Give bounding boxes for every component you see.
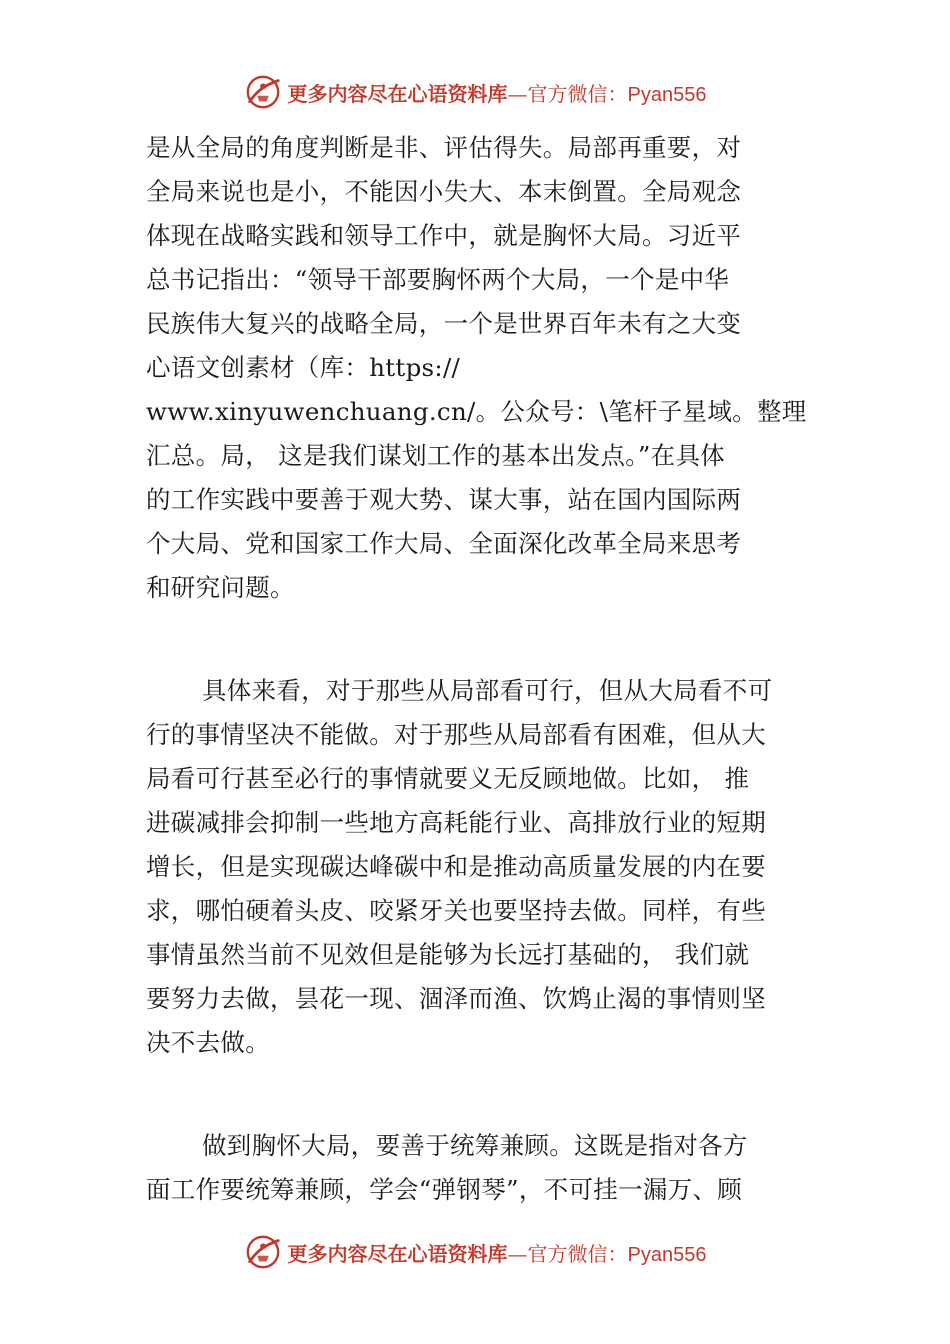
banner-text [288,1238,707,1267]
paragraph-gap [146,610,826,669]
text-line: 要努力去做，昙花一现、涸泽而渔、饮鸩止渴的事情则坚 [146,984,766,1013]
header-banner [0,72,950,112]
logo-icon [244,1233,282,1271]
text-line: 个大局、党和国家工作大局、全面深化改革全局来思考 [146,529,742,558]
paragraph-gap [146,1065,826,1124]
text-line: 进碳减排会抑制一些地方高耗能行业、高排放行业的短期 [146,808,766,837]
text-line: 具体来看，对于那些从局部看可行，但从大局看不可 [202,676,773,705]
text-line: 和研究问题。 [146,573,295,602]
text-line: 求，哪怕硬着头皮、咬紧牙关也要坚持去做。同样，有些 [146,896,766,925]
text-line: 局看可行甚至必行的事情就要义无反顾地做。比如， 推 [146,764,750,793]
paragraph-2 [146,669,826,1065]
text-line: 汇总。局， 这是我们谋划工作的基本出发点。”在具体 [146,441,726,470]
banner-dash: — [507,81,528,106]
document-body [146,126,826,1212]
banner-text [288,78,707,107]
text-line: 心语文创素材（库：https:// [146,353,461,382]
logo-icon [244,73,282,111]
footer-banner [0,1232,950,1272]
text-line: 做到胸怀大局，要善于统筹兼顾。这既是指对各方 [202,1131,748,1160]
text-line: 民族伟大复兴的战略全局，一个是世界百年未有之大变 [146,309,742,338]
banner-main-text: 更多内容尽在心语资料库 [287,81,508,106]
text-line: 面工作要统筹兼顾，学会“弹钢琴”，不可挂一漏万、顾 [146,1175,743,1204]
paragraph-1 [146,126,826,610]
banner-handle: Pyan556 [627,1243,707,1266]
text-line: 事情虽然当前不见效但是能够为长远打基础的， 我们就 [146,940,750,969]
banner-wechat-label: 官方微信： [527,81,628,106]
text-line: 增长，但是实现碳达峰碳中和是推动高质量发展的内在要 [146,852,766,881]
paragraph-3 [146,1124,826,1212]
text-line: 决不去做。 [146,1028,270,1057]
banner-handle: Pyan556 [627,83,707,106]
text-line: 的工作实践中要善于观大势、谋大事，站在国内国际两 [146,485,742,514]
banner-wechat-label: 官方微信： [527,1241,628,1266]
banner-main-text: 更多内容尽在心语资料库 [287,1241,508,1266]
text-line: 全局来说也是小，不能因小失大、本末倒置。全局观念 [146,177,742,206]
text-line: 是从全局的角度判断是非、评估得失。局部再重要，对 [146,133,742,162]
text-line: 体现在战略实践和领导工作中，就是胸怀大局。习近平 [146,221,742,250]
text-line: 行的事情坚决不能做。对于那些从局部看有困难，但从大 [146,720,766,749]
text-line: www.xinyuwenchuang.cn/。公众号：\笔杆子星域。整理 [146,397,807,426]
text-line: 总书记指出：“领导干部要胸怀两个大局，一个是中华 [146,265,730,294]
banner-dash: — [507,1241,528,1266]
